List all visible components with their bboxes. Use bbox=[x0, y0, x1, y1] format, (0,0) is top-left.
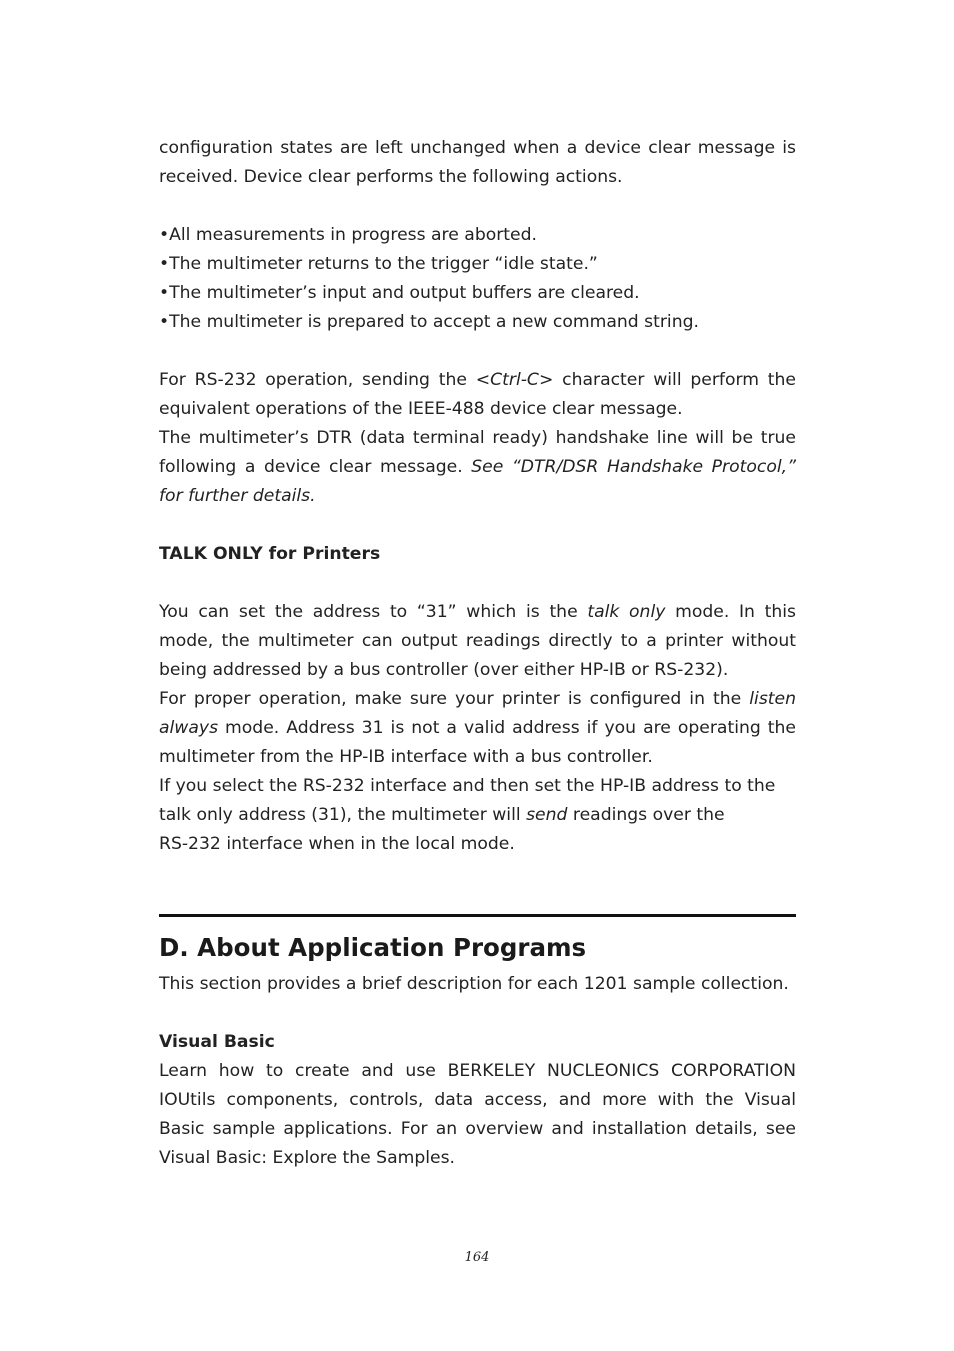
page-number: 164 bbox=[464, 1250, 490, 1265]
ctrl-c-key: Ctrl-C bbox=[490, 370, 539, 390]
talk-only-heading: TALK ONLY for Printers bbox=[159, 544, 381, 564]
list-item: •The multimeter returns to the trigger “idle state.” bbox=[159, 254, 598, 274]
text-span: If you select the RS-232 interface and then set the HP-IB address to the talk only address (31), the multimeter will bbox=[159, 776, 776, 825]
text-span: The multimeter’s DTR (data terminal ready) handshake line will be true following a device clear message. bbox=[159, 428, 796, 477]
list-item: •The multimeter is prepared to accept a new command string. bbox=[159, 312, 699, 332]
section-intro: This section provides a brief description for each 1201 sample collection. bbox=[159, 974, 789, 994]
text-span: mode. Address 31 is not a valid address if you are operating the multimeter from the HP-IB interface with a bus controller. bbox=[159, 718, 796, 767]
emphasis: listen always bbox=[159, 689, 796, 738]
paragraph-rs232 bbox=[159, 366, 796, 424]
text-span: You can set the address to “31” which is the bbox=[159, 602, 588, 622]
paragraph-dtr bbox=[159, 424, 796, 511]
list-item: •All measurements in progress are aborted. bbox=[159, 225, 537, 245]
visual-basic-heading: Visual Basic bbox=[159, 1032, 275, 1052]
paragraph-rs232-select bbox=[159, 772, 796, 859]
bullet-list bbox=[159, 221, 796, 337]
cross-reference: See “DTR/DSR Handshake Protocol,” for further details. bbox=[159, 457, 796, 506]
text-span: readings over the bbox=[567, 805, 725, 825]
paragraph-talk-only bbox=[159, 598, 796, 685]
page-content bbox=[159, 134, 796, 1173]
text-span: RS-232 interface when in the local mode. bbox=[159, 834, 515, 854]
text-span: > character will perform the equivalent operations of the IEEE-488 device clear message. bbox=[159, 370, 796, 419]
emphasis: send bbox=[526, 805, 568, 825]
text-span: For RS-232 operation, sending the < bbox=[159, 370, 491, 390]
paragraph-listen-always bbox=[159, 685, 796, 772]
visual-basic-paragraph: Learn how to create and use BERKELEY NUCLEONICS CORPORATION IOUtils components, controls, data access, and more with the Visual Basic sample applications. For an overview and installation details, see Visual Basic: Explore the Samples. bbox=[159, 1061, 796, 1168]
text-span: For proper operation, make sure your printer is configured in the bbox=[159, 689, 750, 709]
emphasis: talk only bbox=[587, 602, 666, 622]
paragraph-device-clear: configuration states are left unchanged when a device clear message is received. Device clear performs the following actions. bbox=[159, 138, 796, 187]
list-item: •The multimeter’s input and output buffers are cleared. bbox=[159, 283, 640, 303]
section-title: D. About Application Programs bbox=[159, 933, 587, 962]
text-span: mode. In this mode, the multimeter can output readings directly to a printer without being addressed by a bus controller (over either HP-IB or RS-232). bbox=[159, 602, 796, 680]
